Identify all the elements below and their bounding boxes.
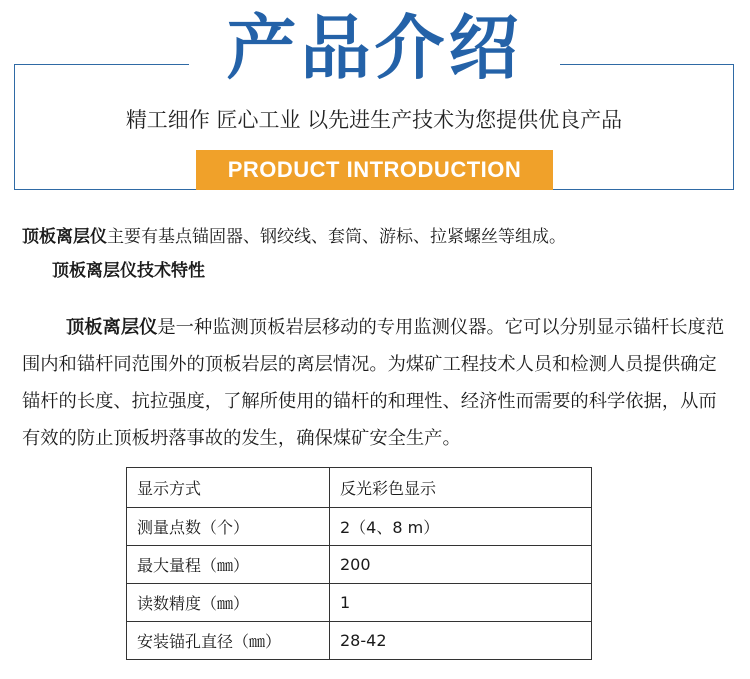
spec-key: 安装锚孔直径（㎜）	[127, 622, 330, 660]
description-product-name: 顶板离层仪	[66, 317, 158, 338]
spec-value: 200	[330, 546, 592, 584]
spec-value: 反光彩色显示	[330, 468, 592, 508]
table-row	[127, 508, 592, 546]
table-row	[127, 546, 592, 584]
spec-key: 读数精度（㎜）	[127, 584, 330, 622]
spec-value: 1	[330, 584, 592, 622]
table-row	[127, 468, 592, 508]
section-badge: PRODUCT INTRODUCTION	[196, 150, 553, 190]
spec-key: 最大量程（㎜）	[127, 546, 330, 584]
components-line	[22, 222, 566, 252]
spec-value: 2（4、8 m）	[330, 508, 592, 546]
spec-value: 28-42	[330, 622, 592, 660]
specs-table	[126, 467, 592, 660]
spec-key: 测量点数（个）	[127, 508, 330, 546]
frame-top-right-line	[560, 64, 734, 65]
frame-top-left-line	[14, 64, 189, 65]
description-text: 是一种监测顶板岩层移动的专用监测仪器。它可以分别显示锚杆长度范围内和锚杆同范围外的顶板岩层的离层情况。为煤矿工程技术人员和检测人员提供确定锚杆的长度、抗拉强度，了解所使用的锚杆的和理性、经济性而需要的科学依据，从而有效的防止顶板坍落事故的发生，确保煤矿安全生产。	[22, 317, 725, 449]
spec-key: 显示方式	[127, 468, 330, 508]
page-subtitle: 精工细作 匠心工业 以先进生产技术为您提供优良产品	[125, 108, 623, 132]
page-title: 产品介绍	[226, 7, 523, 89]
product-name: 顶板离层仪	[22, 227, 107, 247]
table-row	[127, 584, 592, 622]
description-paragraph	[22, 309, 728, 457]
components-text: 主要有基点锚固器、钢绞线、套筒、游标、拉紧螺丝等组成。	[107, 227, 566, 247]
features-heading: 顶板离层仪技术特性	[52, 261, 205, 281]
header	[0, 0, 750, 190]
table-row	[127, 622, 592, 660]
